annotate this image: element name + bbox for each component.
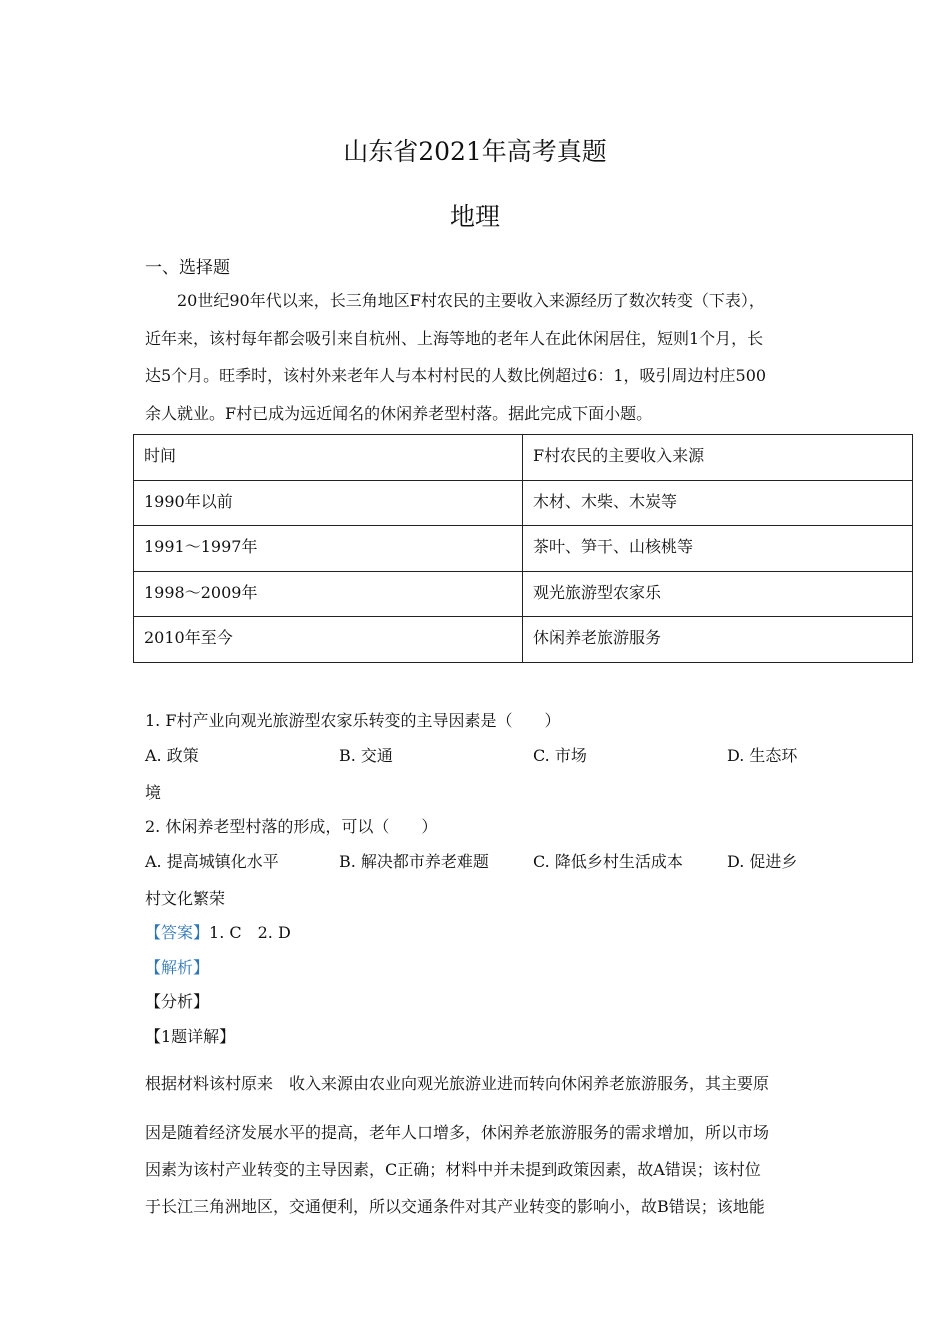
table-cell: 1990年以前 <box>134 480 523 526</box>
table-cell: 休闲养老旅游服务 <box>523 617 913 663</box>
table-header-cell: 时间 <box>134 435 523 481</box>
analysis-label: 【解析】 <box>145 958 210 977</box>
question-2-option-a: A. 提高城镇化水平 <box>145 852 279 871</box>
table-cell: 茶叶、笋干、山核桃等 <box>523 526 913 572</box>
question-1-option-wrap: 境 <box>145 783 162 802</box>
passage-line: 达5个月。旺季时，该村外来老年人与本村村民的人数比例超过6：1，吸引周边村庄500 <box>145 366 767 385</box>
passage-line: 余人就业。F村已成为远近闻名的休闲养老型村落。据此完成下面小题。 <box>145 404 653 423</box>
page-title: 山东省2021年高考真题 <box>343 137 607 166</box>
question-2-option-c: C. 降低乡村生活成本 <box>533 852 683 871</box>
question-2-option-d: D. 促进乡 <box>727 852 798 871</box>
table-cell: 2010年至今 <box>134 617 523 663</box>
detail-line: 根据材料该村原来 收入来源由农业向观光旅游业进而转向休闲养老旅游服务，其主要原 <box>145 1074 770 1093</box>
detail-line: 因是随着经济发展水平的提高，老年人口增多，休闲养老旅游服务的需求增加，所以市场 <box>145 1123 770 1142</box>
detail-line: 于长江三角洲地区，交通便利，所以交通条件对其产业转变的影响小，故B错误；该地能 <box>145 1197 765 1216</box>
question-2-option-wrap: 村文化繁荣 <box>145 889 226 908</box>
table-cell: 观光旅游型农家乐 <box>523 571 913 617</box>
table-row <box>134 480 913 526</box>
subject-title: 地理 <box>449 202 500 231</box>
question-1-option-a: A. 政策 <box>145 746 199 765</box>
table-row <box>134 526 913 572</box>
detail-label: 【1题详解】 <box>145 1027 236 1046</box>
question-2-stem: 2. 休闲养老型村落的形成，可以（ ） <box>145 817 438 836</box>
table-header-cell: F村农民的主要收入来源 <box>523 435 913 481</box>
passage-line: 近年来，该村每年都会吸引来自杭州、上海等地的老年人在此休闲居住，短则1个月，长 <box>145 329 764 348</box>
table-row <box>134 617 913 663</box>
table-cell: 1991～1997年 <box>134 526 523 572</box>
fenxi-label: 【分析】 <box>145 992 210 1011</box>
detail-line: 因素为该村产业转变的主导因素，C正确；材料中并未提到政策因素，故A错误；该村位 <box>145 1160 761 1179</box>
income-table <box>133 434 913 663</box>
question-1-option-d: D. 生态环 <box>727 746 798 765</box>
question-1-option-c: C. 市场 <box>533 746 587 765</box>
table-header-row <box>134 435 913 481</box>
table-row <box>134 571 913 617</box>
passage-line: 20世纪90年代以来，长三角地区F村农民的主要收入来源经历了数次转变（下表）， <box>177 291 765 310</box>
table-cell: 木材、木柴、木炭等 <box>523 480 913 526</box>
question-1-option-b: B. 交通 <box>339 746 393 765</box>
question-2-option-b: B. 解决都市养老难题 <box>339 852 489 871</box>
answer-text: 1. C 2. D <box>209 923 291 942</box>
answer-line <box>145 920 291 943</box>
question-1-stem: 1. F村产业向观光旅游型农家乐转变的主导因素是（ ） <box>145 711 561 730</box>
section-heading: 一、选择题 <box>145 258 230 278</box>
table-cell: 1998～2009年 <box>134 571 523 617</box>
answer-label: 【答案】 <box>145 923 210 942</box>
